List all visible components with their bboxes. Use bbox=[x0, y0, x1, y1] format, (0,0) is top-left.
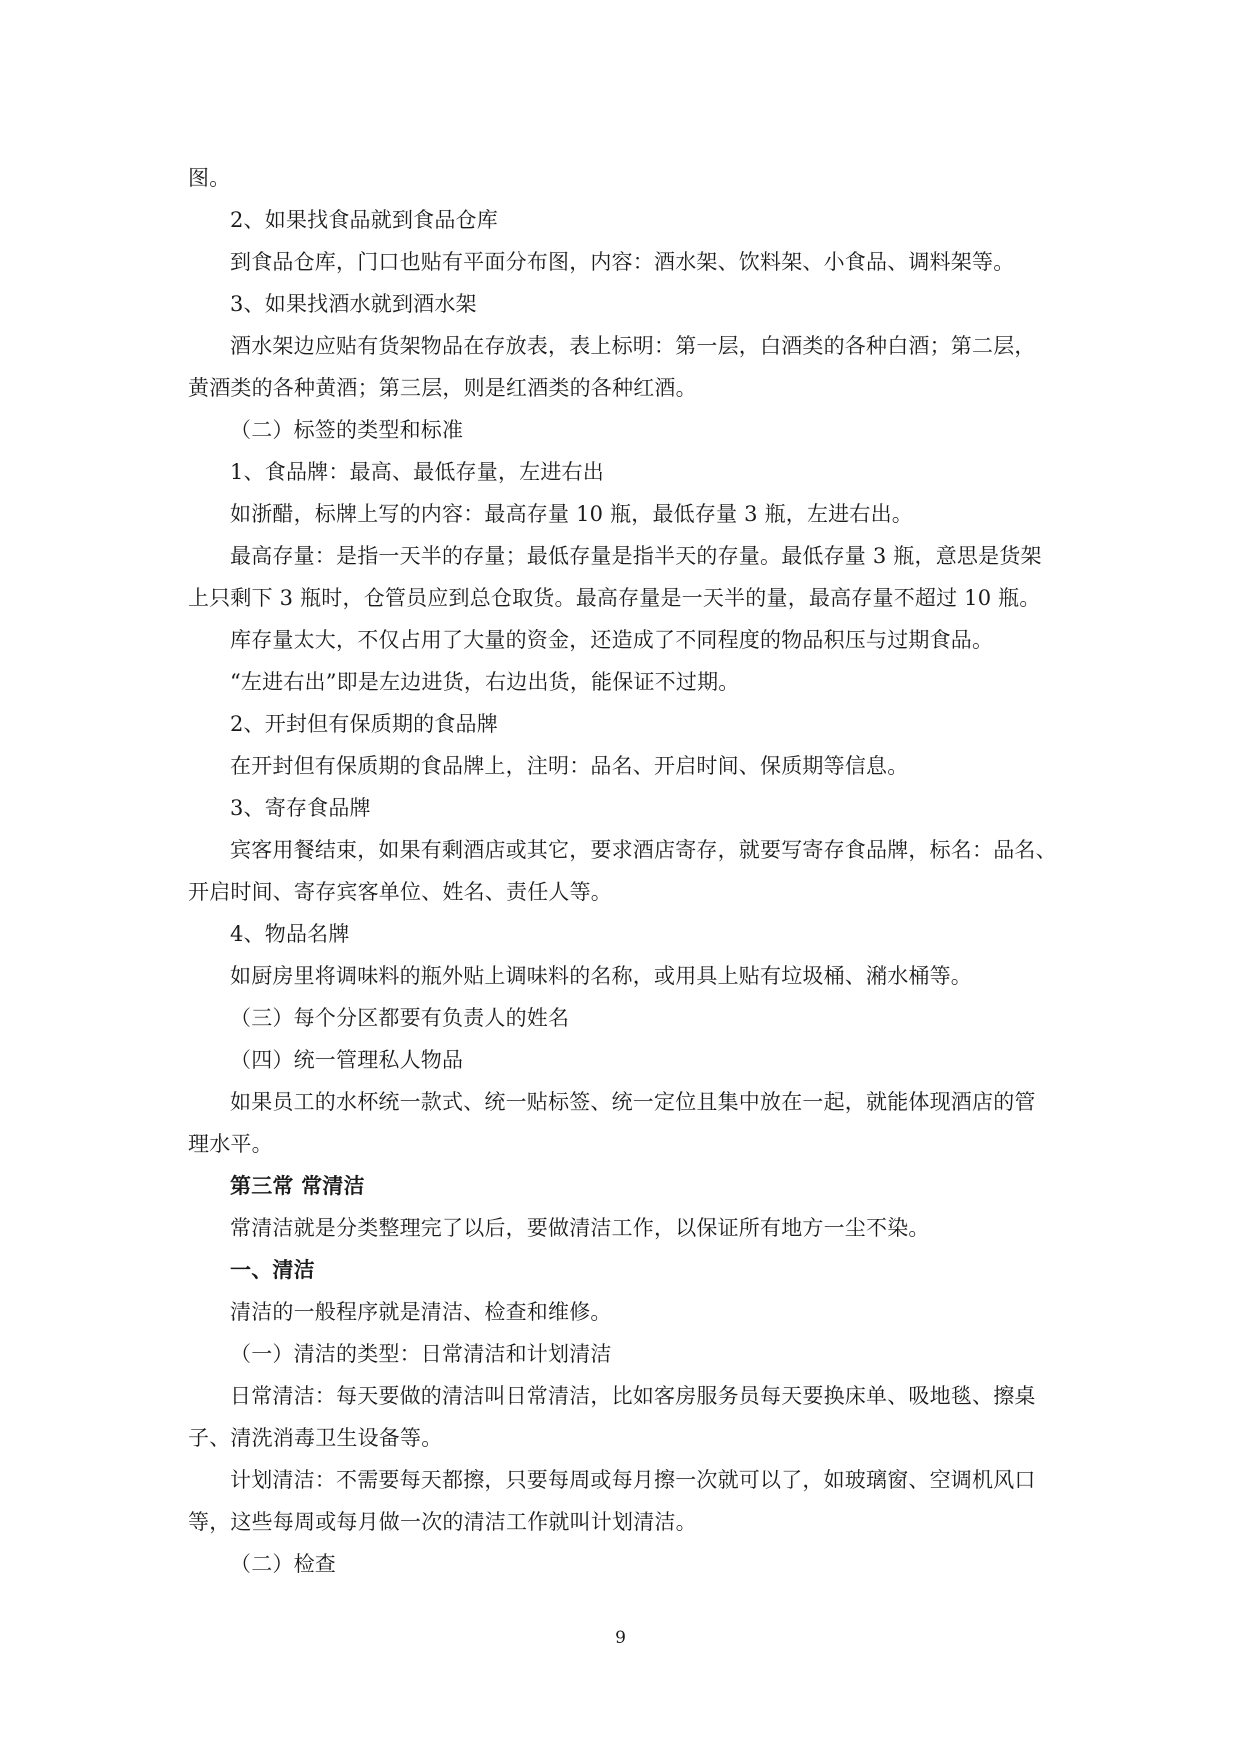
paragraph-line: 等，这些每周或每月做一次的清洁工作就叫计划清洁。 bbox=[188, 1510, 697, 1534]
list-item-heading: 3、寄存食品牌 bbox=[230, 796, 371, 820]
text-line: 图。 bbox=[188, 166, 231, 190]
chapter-heading: 第三常 常清洁 bbox=[230, 1173, 365, 1198]
paragraph-line: 如浙醋，标牌上写的内容：最高存量 10 瓶，最低存量 3 瓶，左进右出。 bbox=[230, 502, 913, 526]
paragraph-line: 黄酒类的各种黄酒；第三层，则是红酒类的各种红酒。 bbox=[188, 376, 697, 400]
paragraph-line: 日常清洁：每天要做的清洁叫日常清洁，比如客房服务员每天要换床单、吸地毯、擦桌 bbox=[230, 1384, 1036, 1408]
paragraph-line: 常清洁就是分类整理完了以后，要做清洁工作，以保证所有地方一尘不染。 bbox=[230, 1216, 930, 1240]
paragraph-line: 最高存量：是指一天半的存量；最低存量是指半天的存量。最低存量 3 瓶，意思是货架 bbox=[230, 544, 1042, 568]
list-item-heading: 2、开封但有保质期的食品牌 bbox=[230, 712, 498, 736]
paragraph-line: 在开封但有保质期的食品牌上，注明：品名、开启时间、保质期等信息。 bbox=[230, 754, 909, 778]
paragraph-line: “左进右出”即是左边进货，右边出货，能保证不过期。 bbox=[230, 670, 740, 694]
section-heading: （四）统一管理私人物品 bbox=[230, 1048, 464, 1072]
page-body bbox=[188, 157, 1056, 1585]
list-item-heading: 4、物品名牌 bbox=[230, 922, 350, 946]
paragraph-line: 子、清洗消毒卫生设备等。 bbox=[188, 1426, 443, 1450]
paragraph-line: 清洁的一般程序就是清洁、检查和维修。 bbox=[230, 1300, 612, 1324]
paragraph-line: 上只剩下 3 瓶时，仓管员应到总仓取货。最高存量是一天半的量，最高存量不超过 10 瓶。 bbox=[188, 586, 1041, 610]
paragraph-line: 如厨房里将调味料的瓶外贴上调味料的名称，或用具上贴有垃圾桶、潲水桶等。 bbox=[230, 964, 972, 988]
list-item-heading: 1、食品牌：最高、最低存量，左进右出 bbox=[230, 460, 604, 484]
paragraph-line: 开启时间、寄存宾客单位、姓名、责任人等。 bbox=[188, 880, 612, 904]
section-heading: （二）检查 bbox=[230, 1552, 336, 1576]
paragraph-line: 酒水架边应贴有货架物品在存放表，表上标明：第一层，白酒类的各种白酒；第二层， bbox=[230, 334, 1036, 358]
paragraph-line: 宾客用餐结束，如果有剩酒店或其它，要求酒店寄存，就要写寄存食品牌，标名：品名、 bbox=[230, 838, 1057, 862]
paragraph-line: 理水平。 bbox=[188, 1132, 273, 1156]
chapter-heading: 一、清洁 bbox=[230, 1257, 315, 1282]
paragraph-line: 到食品仓库，门口也贴有平面分布图，内容：酒水架、饮料架、小食品、调料架等。 bbox=[230, 250, 1015, 274]
paragraph-line: 如果员工的水杯统一款式、统一贴标签、统一定位且集中放在一起，就能体现酒店的管 bbox=[230, 1090, 1036, 1114]
page-number: 9 bbox=[615, 1628, 626, 1648]
section-heading: （三）每个分区都要有负责人的姓名 bbox=[230, 1006, 570, 1030]
paragraph-line: 库存量太大，不仅占用了大量的资金，还造成了不同程度的物品积压与过期食品。 bbox=[230, 628, 994, 652]
section-heading: （一）清洁的类型：日常清洁和计划清洁 bbox=[230, 1342, 612, 1366]
paragraph-line: 计划清洁：不需要每天都擦，只要每周或每月擦一次就可以了，如玻璃窗、空调机风口 bbox=[230, 1468, 1036, 1492]
list-item-heading: 3、如果找酒水就到酒水架 bbox=[230, 292, 477, 316]
section-heading: （二）标签的类型和标准 bbox=[230, 418, 464, 442]
list-item-heading: 2、如果找食品就到食品仓库 bbox=[230, 208, 498, 232]
